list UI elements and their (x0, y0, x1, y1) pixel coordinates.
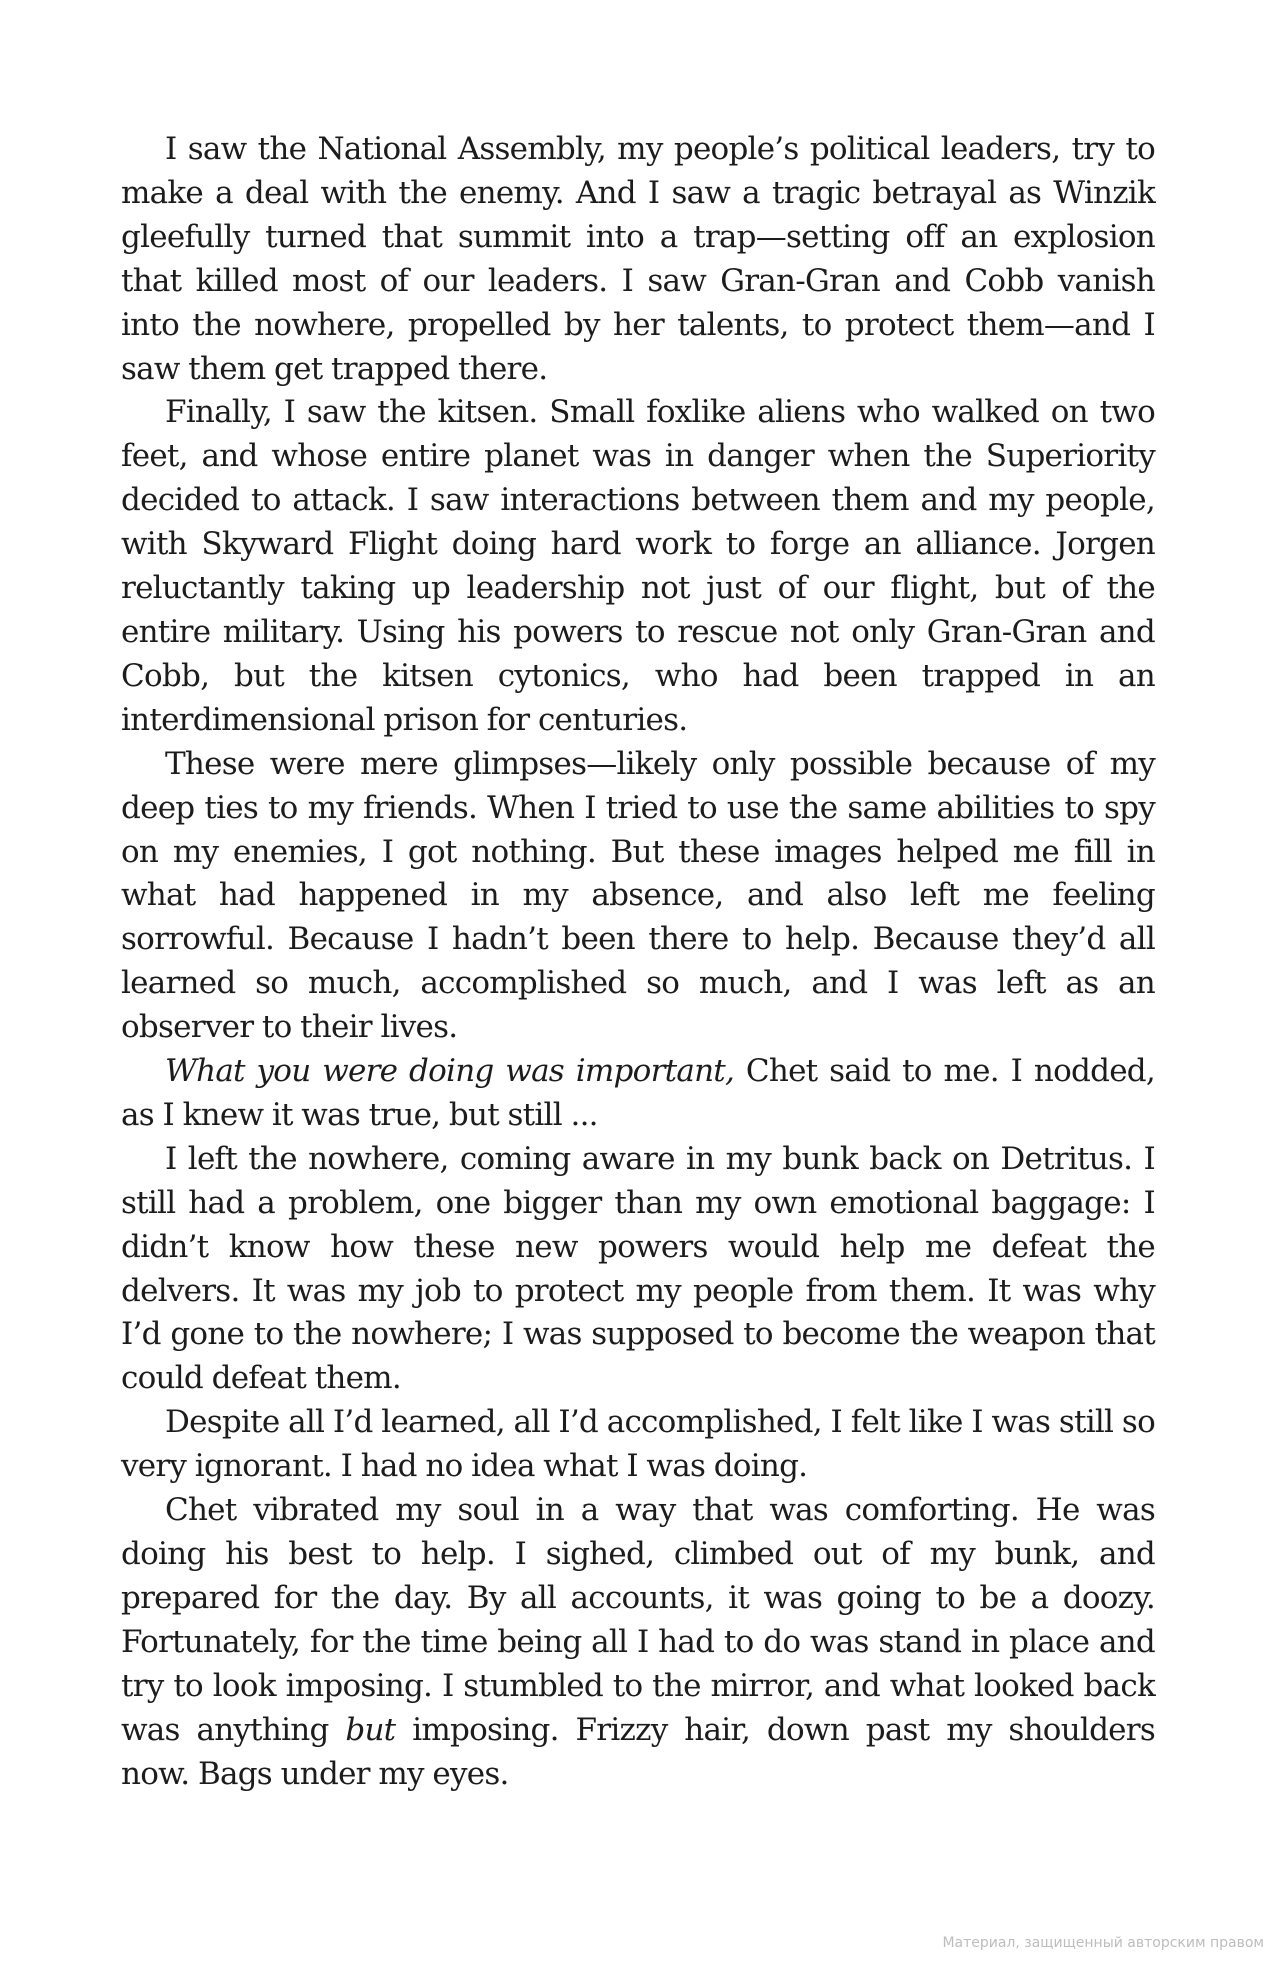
paragraph (121, 1401, 1155, 1489)
text-segment: imposing. Frizzy hair, down past my shoulders now. Bags under my eyes. (121, 1711, 1155, 1792)
copyright-watermark: Материал, защищенный авторским правом (942, 1935, 1264, 1951)
text-segment: I saw the National Assembly, my people’s political leaders, try to make a deal with the enemy. And I saw a tragic betrayal as Winzik gleefully turned that summit into a trap—setting off an explosion that killed most of our leaders. I saw Gran-Gran and Cobb vanish into the nowhere, propelled by her talents, to protect them—and I saw them get trapped there. (121, 131, 1155, 387)
paragraph (121, 128, 1155, 391)
text-segment: Chet said to me. I nodded, as I knew it was true, but still ... (121, 1053, 1155, 1133)
italic-text-segment: What you were doing was important, (165, 1053, 735, 1090)
text-segment: Chet vibrated my soul in a way that was comforting. He was doing his best to help. I sighed, climbed out of my bunk, and prepared for the day. By all accounts, it was going to be a doozy. Fortunately, for the time being all I had to do was stand in place and try to look imposing. I stumbled to the mirror, and what looked back was anything (121, 1492, 1155, 1748)
paragraph (121, 1489, 1155, 1796)
text-segment: Despite all I’d learned, all I’d accomplished, I felt like I was still so very ignorant. I had no idea what I was doing. (121, 1404, 1155, 1485)
paragraph (121, 391, 1155, 742)
paragraph (121, 1050, 1155, 1138)
paragraph (121, 743, 1155, 1050)
text-segment: These were mere glimpses—likely only possible because of my deep ties to my friends. When I tried to use the same abilities to spy on my enemies, I got nothing. But these images helped me fill in what had happened in my absence, and also left me feeling sorrowful. Because I hadn’t been there to help. Because they’d all learned so much, accomplished so much, and I was left as an observer to their lives. (121, 745, 1155, 1046)
text-segment: I left the nowhere, coming aware in my bunk back on Detritus. I still had a problem, one bigger than my own emotional baggage: I didn’t know how these new powers would help me defeat the delvers. It was my job to protect my people from them. It was why I’d gone to the nowhere; I was supposed to become the weapon that could defeat them. (121, 1140, 1155, 1397)
text-segment: Finally, I saw the kitsen. Small foxlike aliens who walked on two feet, and whose entire planet was in danger when the Superiority decided to attack. I saw interactions between them and my people, with Skyward Flight doing hard work to forge an alliance. Jorgen reluctantly taking up leadership not just of our flight, but of the entire military. Using his powers to rescue not only Gran-Gran and Cobb, but the kitsen cytonics, who had been trapped in an interdimensional prison for centuries. (121, 394, 1155, 738)
paragraph (121, 1138, 1155, 1401)
book-page-text (121, 128, 1155, 1796)
italic-text-segment: but (345, 1711, 396, 1748)
